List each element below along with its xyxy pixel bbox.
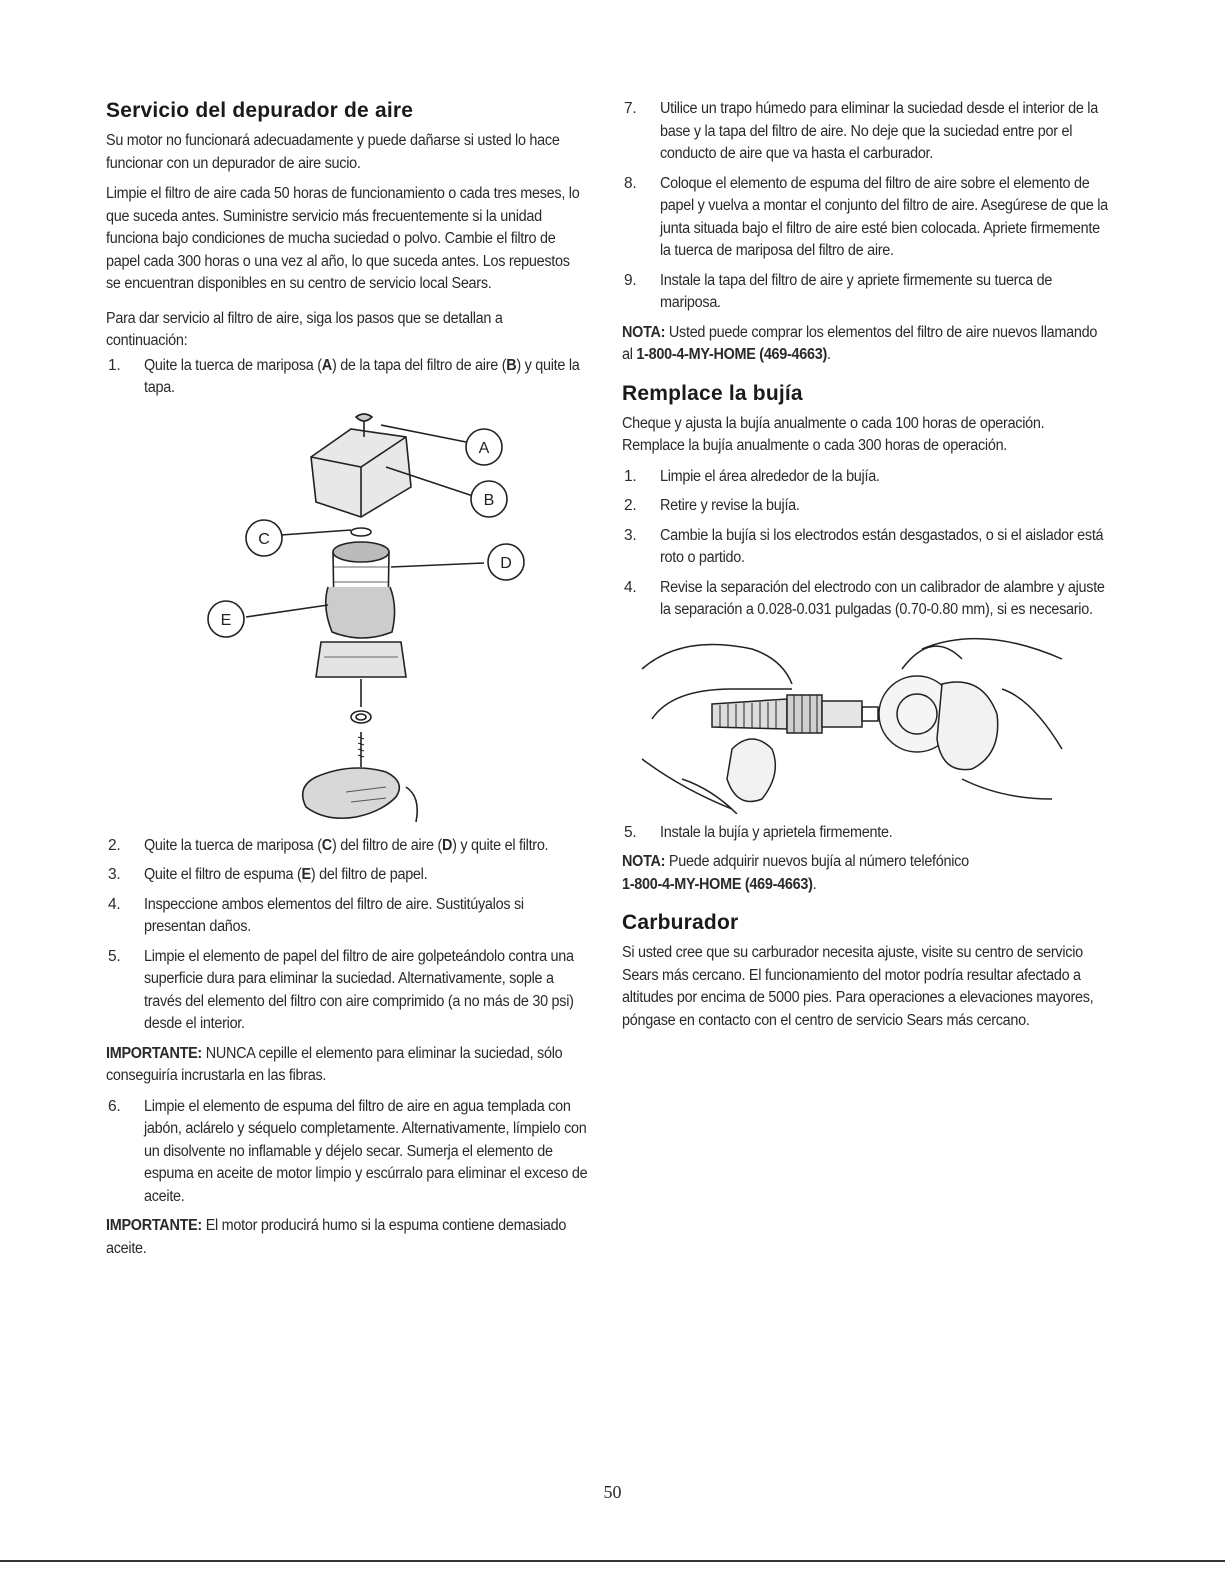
- list-item: 2. Retire y revise la bujía.: [624, 497, 800, 514]
- list-item: 2. Quite la tuerca de mariposa (C) del filtro de aire (D) y quite el filtro.: [108, 836, 549, 854]
- section-title-spark-plug: Remplace la bujía: [622, 381, 803, 405]
- steps-list: [622, 822, 1112, 845]
- steps-list: [106, 835, 590, 1036]
- list-item: 6. Limpie el elemento de espuma del filtro de aire en agua templada con jabón, aclárelo y séquelo completamente. Alternativamente, límpielo con un disolvente no inflamable y déjelo secar. Sumerja el elemento de espuma en aceite de motor limpio y escúrralo para eliminar el exceso de aceite.: [108, 1097, 588, 1205]
- air-filter-exploded-diagram: [106, 407, 590, 827]
- list-item: 9. Instale la tapa del filtro de aire y apriete firmemente su tuerca de mariposa.: [624, 271, 1053, 311]
- note: NOTA: Usted puede comprar los elementos del filtro de aire nuevos llamando al 1-800-4-MY-HOME (469-4663).: [622, 323, 1098, 363]
- section-title-carburetor: Carburador: [622, 911, 739, 934]
- list-item: 3. Cambie la bujía si los electrodos están desgastados, o si el aislador está roto o partido.: [624, 526, 1104, 566]
- label-e: E: [220, 611, 232, 629]
- steps-list: [622, 98, 1112, 315]
- steps-list: [106, 355, 590, 400]
- label-b: B: [483, 491, 495, 509]
- important-note: IMPORTANTE: El motor producirá humo si la espuma contiene demasiado aceite.: [106, 1217, 567, 1257]
- list-item: [106, 355, 590, 400]
- note: NOTA: Puede adquirir nuevos bujía al número telefónico 1-800-4-MY-HOME (469-4663).: [622, 853, 969, 893]
- important-note: IMPORTANTE: NUNCA cepille el elemento para eliminar la suciedad, sólo conseguiría incrustarla en las fibras.: [106, 1044, 563, 1084]
- paragraph: Su motor no funcionará adecuadamente y puede dañarse si usted lo hace funcionar con un depurador de aire sucio.: [106, 132, 560, 172]
- spark-plug-illustration: [622, 629, 1092, 814]
- steps-list: [106, 1096, 590, 1209]
- list-item: 1. Limpie el área alrededor de la bujía.: [624, 467, 880, 485]
- step-text: Quite la tuerca de mariposa (A) de la tapa del filtro de aire (B) y quite la tapa.: [144, 356, 580, 396]
- list-item: 4. Revise la separación del electrodo con un calibrador de alambre y ajuste la separación a 0.028-0.031 pulgadas (0.70-0.80 mm), si es necesario.: [624, 578, 1105, 618]
- page-number: 50: [603, 1482, 622, 1502]
- list-item: 5. Instale la bujía y aprietela firmemente.: [624, 823, 893, 841]
- right-column: [622, 98, 1112, 1040]
- label-d: D: [500, 554, 512, 572]
- list-item: 5. Limpie el elemento de papel del filtro de aire golpeteándolo contra una superficie dura para eliminar la suciedad. Alternativamente, sople a través del elemento del filtro con aire comprimido (a no más de 30 psi) desde el interior.: [108, 947, 574, 1032]
- list-item: 7. Utilice un trapo húmedo para eliminar la suciedad desde el interior de la base y la tapa del filtro de aire. No deje que la suciedad entre por el conducto de aire que va hasta el carburador.: [624, 100, 1098, 162]
- list-item: 3. Quite el filtro de espuma (E) del filtro de papel.: [108, 866, 428, 883]
- list-item: 4. Inspeccione ambos elementos del filtro de aire. Sustitúyalos si presentan daños.: [108, 895, 524, 935]
- air-filter-illustration: [106, 407, 590, 827]
- paragraph: Para dar servicio al filtro de aire, siga los pasos que se detallan a continuación:: [106, 309, 503, 349]
- paragraph: Cheque y ajusta la bujía anualmente o cada 100 horas de operación. Remplace la bujía anualmente o cada 300 horas de operación.: [622, 414, 1045, 454]
- paragraph: Si usted cree que su carburador necesita ajuste, visite su centro de servicio Sears más cercano. El funcionamiento del motor podría resultar afectado a altitudes por encima de 5000 pies. Para operaciones a elevaciones mayores, póngase en contacto con el centro de servicio Sears más cercano.: [622, 944, 1094, 1029]
- label-a: A: [478, 439, 490, 457]
- list-item: 8. Coloque el elemento de espuma del filtro de aire sobre el elemento de papel y vuelva a montar el conjunto del filtro de aire. Asegúrese de que la junta situada bajo el filtro de aire esté bien colocada. Apriete firmemente la tuerca de mariposa del filtro de aire.: [624, 174, 1108, 259]
- bottom-rule: [0, 1560, 1225, 1562]
- section-title-air-cleaner: Servicio del depurador de aire: [106, 99, 414, 122]
- steps-list: [622, 466, 1112, 622]
- left-column: [106, 98, 590, 1268]
- label-c: C: [258, 530, 270, 548]
- spark-plug-gap-illustration: [622, 629, 1092, 814]
- paragraph: Limpie el filtro de aire cada 50 horas de funcionamiento o cada tres meses, lo que suceda antes. Suministre servicio más frecuentemente si la unidad funciona bajo condiciones de mucha suciedad o polvo. Cambie el filtro de papel cada 300 horas o una vez al año, lo que suceda antes. Los repuestos se encuentran disponibles en su centro de servicio local Sears.: [106, 185, 580, 292]
- step-number: 1.: [108, 356, 121, 374]
